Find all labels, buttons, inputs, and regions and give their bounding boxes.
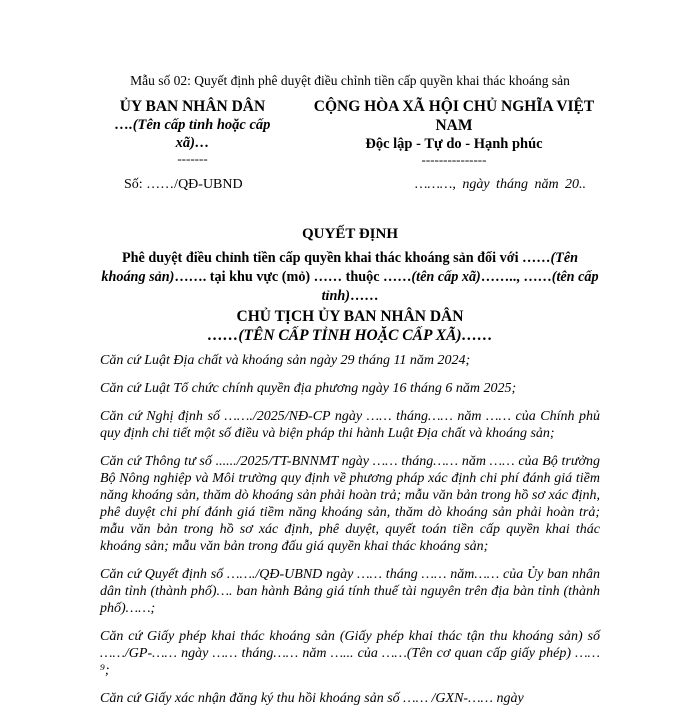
subject-text-4: …… <box>350 288 379 304</box>
legal-basis-paragraph: Căn cứ Nghị định số ……./2025/NĐ-CP ngày …… tháng…… năm …… của Chính phủ quy định chi tiết một số điều và biện pháp thi hành Luật Địa chất và khoáng sản; <box>100 409 600 441</box>
right-separator: --------------- <box>421 152 487 167</box>
subject-province-name: (tên cấp tỉnh) <box>321 269 599 304</box>
legal-basis-paragraph: Căn cứ Giấy phép khai thác khoáng sản (Giấy phép khai thác tận thu khoáng sản) số ……/GP-…… ngày …… tháng…… năm …... của ……(Tên cơ quan cấp giấy phép) ……⁹; <box>100 629 600 678</box>
legal-basis-paragraph: Căn cứ Thông tư số ....../2025/TT-BNNMT ngày …… tháng…… năm …… của Bộ trưởng Bộ Nông nghiệp và Môi trường quy định về phương pháp xác định chi phí đánh giá tiềm năng khoáng sản, thăm dò khoáng sản phải hoàn trả; mẫu văn bản trong hồ sơ xác định, phê duyệt chi phí đánh giá tiềm năng khoáng sản, thăm dò khoáng sản phải hoàn trả; mẫu văn bản trong hồ sơ xác định, phê duyệt, quyết toán tiền cấp quyền khai thác khoáng sản; mẫu văn bản trong đấu giá quyền khai thác khoáng sản; <box>100 454 600 554</box>
subject-text-1: Phê duyệt điều chỉnh tiền cấp quyền khai thác khoáng sản đối với …… <box>121 250 551 266</box>
form-title: Mẫu số 02: Quyết định phê duyệt điều chỉnh tiền cấp quyền khai thác khoáng sản <box>130 73 570 88</box>
legal-basis-paragraph: Căn cứ Giấy xác nhận đăng ký thu hồi khoáng sản số …… /GXN-…… ngày <box>100 691 524 706</box>
subject-text-3: …….., …… <box>480 269 552 285</box>
chairman-title: CHỦ TỊCH ỦY BAN NHÂN DÂN <box>236 308 464 325</box>
decision-title: QUYẾT ĐỊNH <box>302 226 398 242</box>
legal-basis-list <box>100 352 600 718</box>
decision-subject <box>100 249 600 306</box>
national-title: CỘNG HÒA XÃ HỘI CHỦ NGHĨA VIỆT NAM <box>313 98 595 134</box>
issuing-authority-name: ỦY BAN NHÂN DÂN <box>119 98 266 115</box>
document-number: Số: ……/QĐ-UBND <box>124 177 243 192</box>
legal-basis-paragraph: Căn cứ Luật Tổ chức chính quyền địa phương ngày 16 tháng 6 năm 2025; <box>100 381 517 396</box>
issuing-authority-sub: ….(Tên cấp tỉnh hoặc cấp xã)… <box>114 117 271 151</box>
chairman-authority: ……(TÊN CẤP TỈNH HOẶC CẤP XÃ)…… <box>207 327 493 344</box>
issuing-authority-block <box>100 97 285 165</box>
legal-basis-paragraph: Căn cứ Luật Địa chất và khoáng sản ngày 29 tháng 11 năm 2024; <box>100 353 471 368</box>
national-motto: Độc lập - Tự do - Hạnh phúc <box>365 136 543 152</box>
subject-commune-name: (tên cấp xã) <box>411 269 481 285</box>
document-date: ………, ngày tháng năm 20.. <box>415 177 587 192</box>
legal-basis-paragraph: Căn cứ Quyết định số ……./QĐ-UBND ngày …… tháng …… năm…… của Ủy ban nhân dân tỉnh (thành phố)…. ban hành Bảng giá tính thuế tài nguyên trên địa bàn tỉnh (thành phố)……; <box>100 567 600 616</box>
subject-mineral-name: (Tên khoáng sản) <box>101 250 579 285</box>
chairman-block <box>0 307 700 345</box>
subject-text-2: ……. tại khu vực (mỏ) …… thuộc …… <box>174 269 412 285</box>
national-header-block <box>308 97 600 166</box>
left-separator: ------- <box>177 151 208 166</box>
